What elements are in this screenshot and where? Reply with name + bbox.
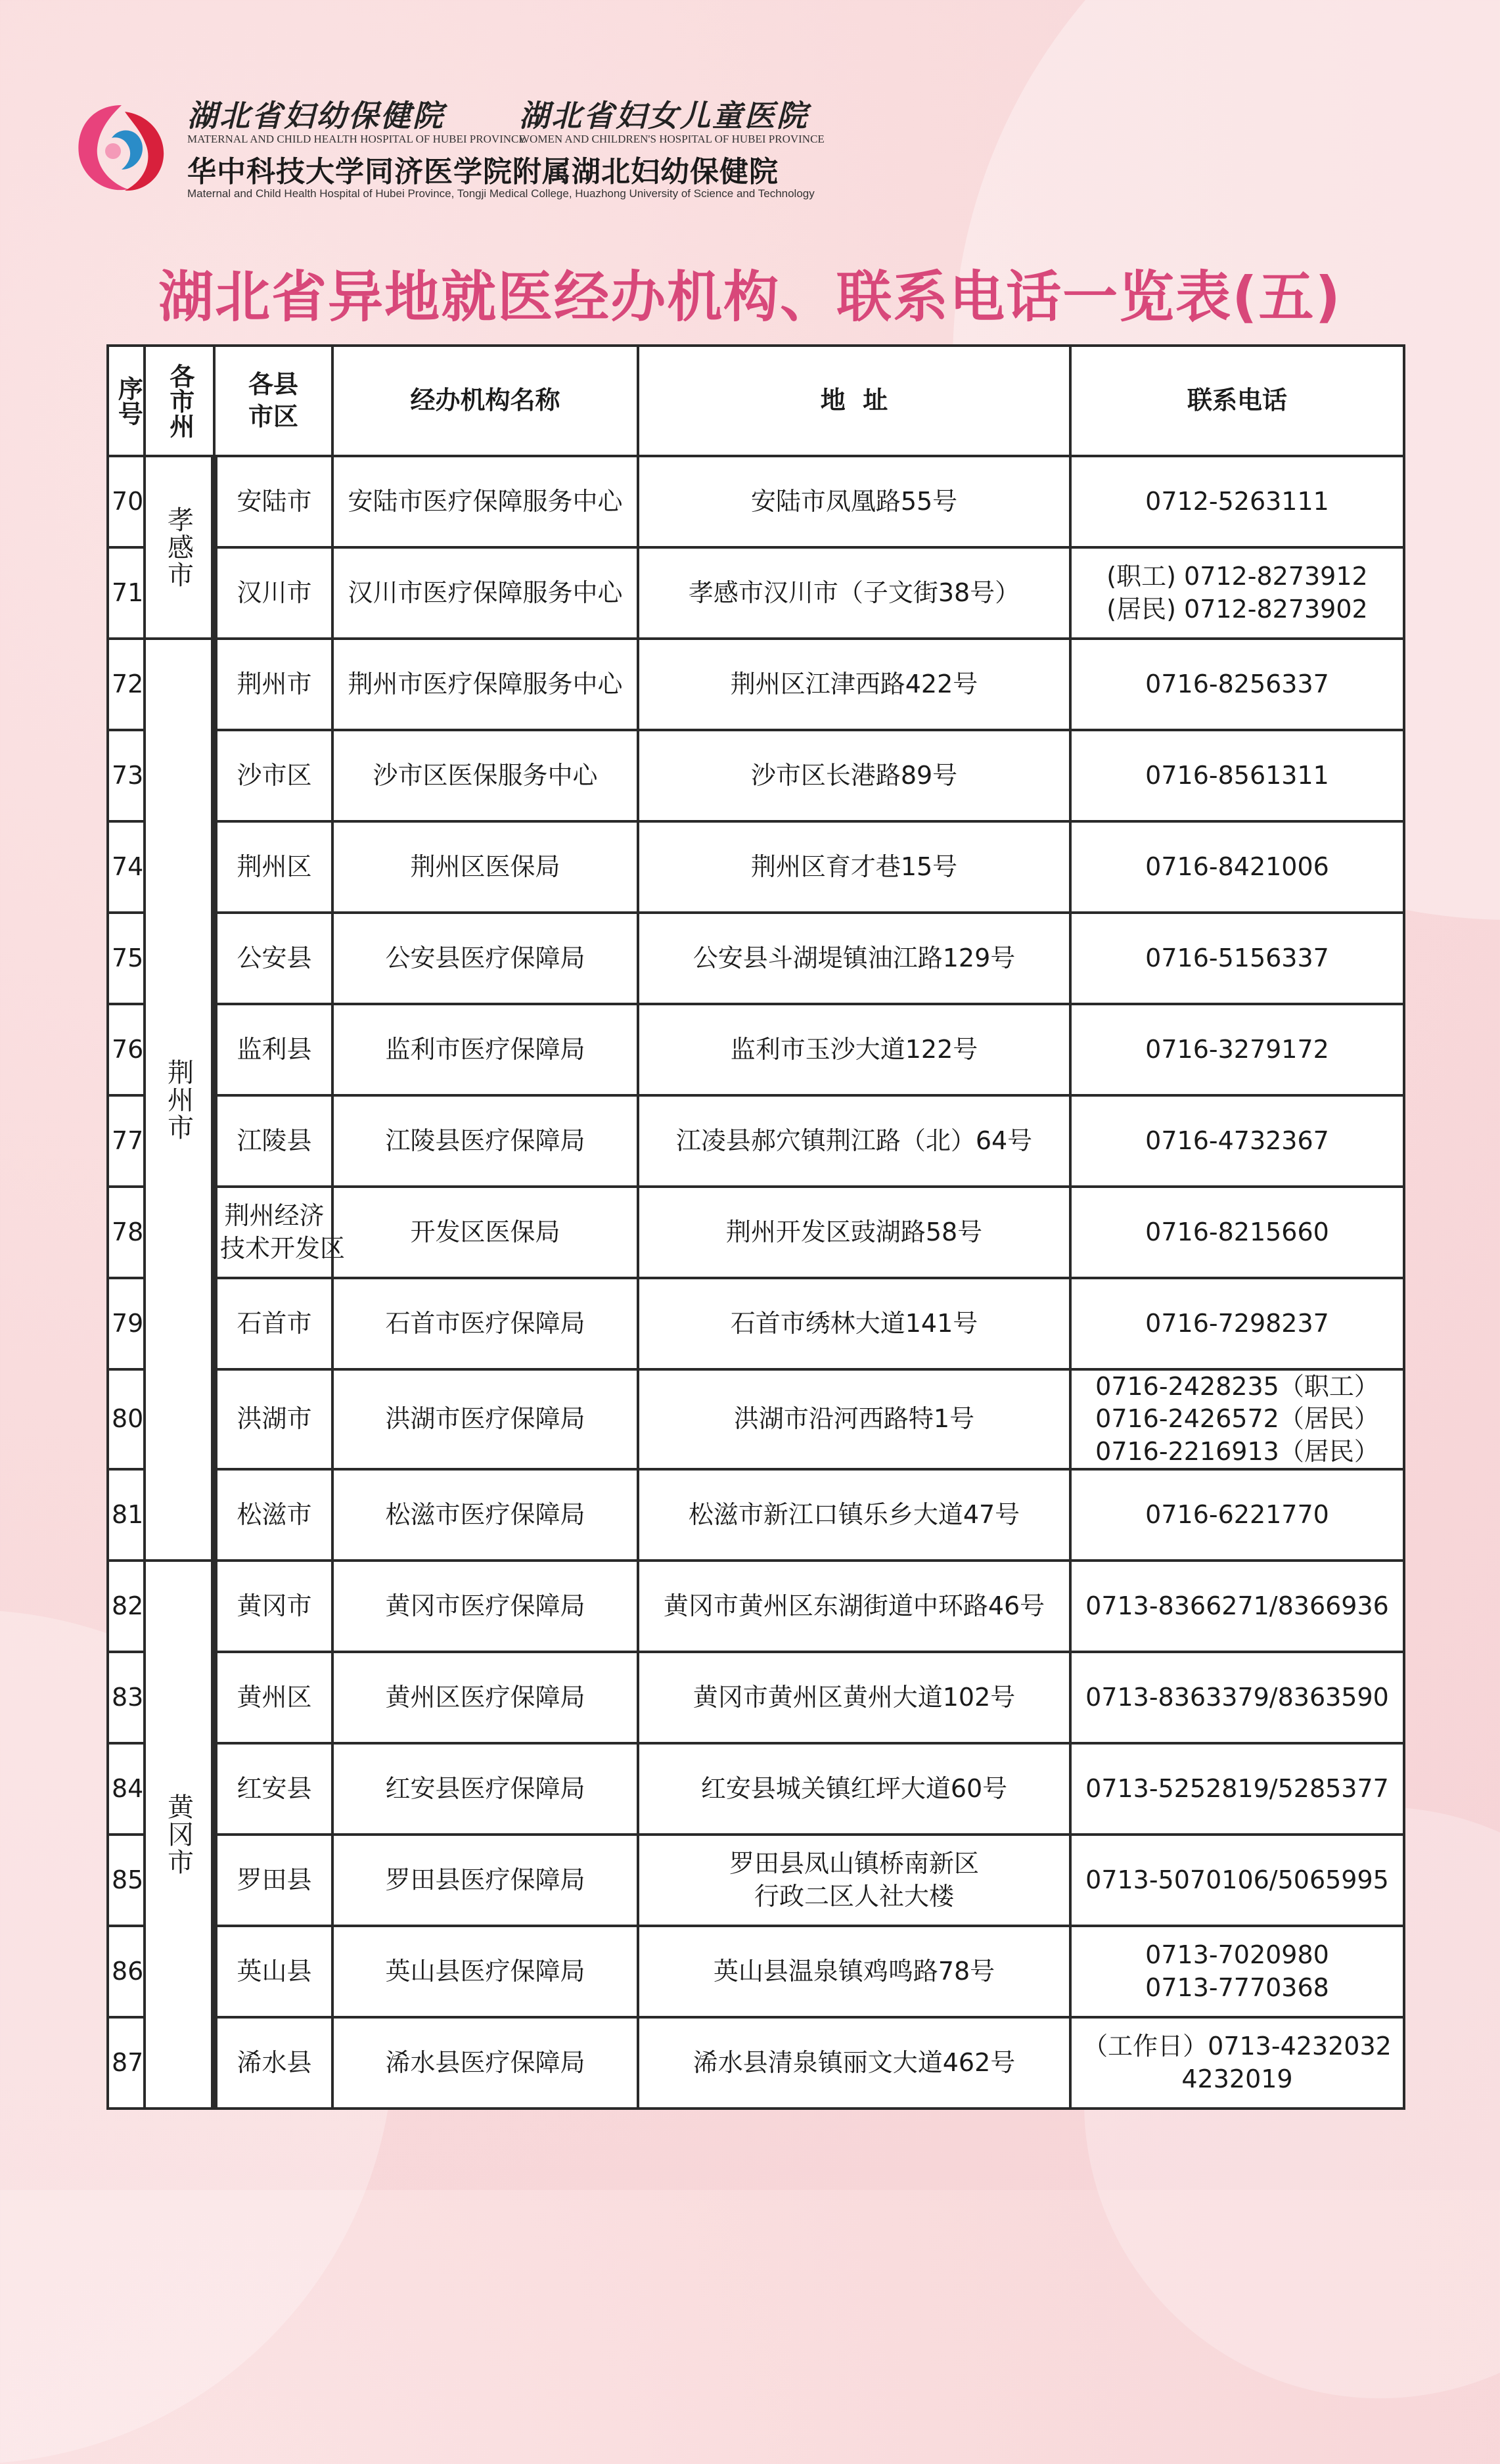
row-address: 黄冈市黄州区东湖街道中环路46号 [638,1561,1070,1652]
row-agency: 安陆市医疗保障服务中心 [332,456,638,547]
address-line: 罗田县凤山镇桥南新区 [729,1849,979,1879]
row-seq: 79 [108,1278,145,1369]
row-address: 监利市玉沙大道122号 [638,1004,1070,1095]
phone-line: 0712-5263111 [1145,486,1329,516]
row-county: 松滋市 [214,1469,332,1561]
row-seq: 84 [108,1743,145,1835]
row-agency: 浠水县医疗保障局 [332,2017,638,2109]
row-agency: 洪湖市医疗保障局 [332,1369,638,1469]
row-seq: 82 [108,1561,145,1652]
phone-line: 0713-7770368 [1145,1973,1329,2002]
phone-line: 0716-3279172 [1145,1034,1329,1064]
row-phone [1070,1926,1404,2017]
city-cell [145,456,214,639]
row-agency: 江陵县医疗保障局 [332,1095,638,1187]
row-seq: 77 [108,1095,145,1187]
row-seq: 71 [108,547,145,639]
row-agency: 英山县医疗保障局 [332,1926,638,2017]
row-agency: 汉川市医疗保障服务中心 [332,547,638,639]
row-agency: 公安县医疗保障局 [332,913,638,1004]
row-phone [1070,1469,1404,1561]
county-line: 技术开发区 [220,1233,346,1263]
table-row [108,456,1404,547]
row-agency: 黄冈市医疗保障局 [332,1561,638,1652]
row-agency: 沙市区医保服务中心 [332,730,638,821]
city-label: 孝感市 [163,506,194,589]
row-agency: 荆州区医保局 [332,821,638,913]
header-county: 各县 市区 [214,346,332,456]
row-phone [1070,1278,1404,1369]
row-address: 石首市绣林大道141号 [638,1278,1070,1369]
header-city: 各市州 [145,346,214,456]
row-county: 洪湖市 [214,1369,332,1469]
header-seq: 序号 [108,346,145,456]
row-county: 荆州市 [214,639,332,730]
row-seq: 73 [108,730,145,821]
row-agency: 监利市医疗保障局 [332,1004,638,1095]
table-row [108,913,1404,1004]
phone-line: 0713-5252819/5285377 [1085,1773,1389,1803]
phone-line: 0713-8363379/8363590 [1085,1682,1389,1712]
row-seq: 83 [108,1652,145,1743]
table-row [108,1926,1404,2017]
row-phone [1070,1743,1404,1835]
row-county: 公安县 [214,913,332,1004]
row-phone [1070,1187,1404,1278]
header-phone: 联系电话 [1070,346,1404,456]
row-agency: 罗田县医疗保障局 [332,1835,638,1926]
phone-line: 0716-2426572（居民） [1095,1404,1379,1434]
row-phone [1070,730,1404,821]
phone-line: 0716-8215660 [1145,1217,1329,1246]
phone-line: 0716-6221770 [1145,1499,1329,1529]
phone-line: 0716-8256337 [1145,669,1329,698]
phone-line: 0716-2428235（职工） [1095,1372,1379,1401]
hospital-logo-icon [72,99,171,197]
row-address: 浠水县清泉镇丽文大道462号 [638,2017,1070,2109]
row-agency: 荆州市医疗保障服务中心 [332,639,638,730]
phone-line: 0713-7020980 [1145,1940,1329,1970]
table-row [108,1652,1404,1743]
row-agency: 石首市医疗保障局 [332,1278,638,1369]
table-body [108,456,1404,2109]
row-phone [1070,1095,1404,1187]
row-address: 荆州开发区豉湖路58号 [638,1187,1070,1278]
row-address: 安陆市凤凰路55号 [638,456,1070,547]
row-address: 荆州区江津西路422号 [638,639,1070,730]
row-address: 英山县温泉镇鸡鸣路78号 [638,1926,1070,2017]
row-seq: 72 [108,639,145,730]
row-phone [1070,1652,1404,1743]
row-phone [1070,1835,1404,1926]
table-row [108,1369,1404,1469]
row-seq: 86 [108,1926,145,2017]
row-phone [1070,1561,1404,1652]
row-county: 黄州区 [214,1652,332,1743]
row-county: 红安县 [214,1743,332,1835]
table-row [108,1469,1404,1561]
row-agency: 开发区医保局 [332,1187,638,1278]
row-phone [1070,1369,1404,1469]
phone-line: 0716-5156337 [1145,943,1329,972]
row-agency: 黄州区医疗保障局 [332,1652,638,1743]
row-seq: 70 [108,456,145,547]
row-county: 汉川市 [214,547,332,639]
hospital-name-en: MATERNAL AND CHILD HEALTH HOSPITAL OF HUBEI PROVINCE [187,133,526,145]
row-address: 沙市区长港路89号 [638,730,1070,821]
table-row [108,1561,1404,1652]
hospital-affiliation-en: Maternal and Child Health Hospital of Hubei Province, Tongji Medical College, Huazhong University of Science and Technology [187,187,815,200]
row-county [214,1187,346,1278]
hospital-name-cn-2: 湖北省妇女儿童医院 [519,98,809,133]
row-agency: 红安县医疗保障局 [332,1743,638,1835]
row-address: 江凌县郝穴镇荆江路（北）64号 [638,1095,1070,1187]
row-address [638,1835,1070,1926]
table-row [108,2017,1404,2109]
phone-line: 0713-8366271/8366936 [1085,1591,1389,1620]
table-row [108,1835,1404,1926]
row-seq: 75 [108,913,145,1004]
row-address: 公安县斗湖堤镇油江路129号 [638,913,1070,1004]
table-row [108,1187,1404,1278]
row-phone [1070,2017,1404,2109]
row-address: 洪湖市沿河西路特1号 [638,1369,1070,1469]
phone-line: (居民) 0712-8273902 [1106,594,1368,624]
row-county: 浠水县 [214,2017,332,2109]
row-seq: 85 [108,1835,145,1926]
phone-line: 0716-8561311 [1145,760,1329,790]
row-county: 监利县 [214,1004,332,1095]
row-county: 英山县 [214,1926,332,2017]
phone-line: 0716-2216913（居民） [1095,1436,1379,1466]
hospital-header [72,85,926,217]
row-county: 石首市 [214,1278,332,1369]
phone-line: （工作日）0713-4232032 [1083,2032,1392,2061]
row-phone [1070,821,1404,913]
table-row [108,1743,1404,1835]
table-row [108,639,1404,730]
header-address: 地 址 [638,346,1070,456]
row-agency: 松滋市医疗保障局 [332,1469,638,1561]
row-phone [1070,456,1404,547]
city-label: 荆州市 [163,1058,194,1141]
hospital-name-cn: 湖北省妇幼保健院 [187,98,445,133]
table-row [108,1278,1404,1369]
page-title: 湖北省异地就医经办机构、联系电话一览表(五) [158,265,1342,329]
table-header-row [108,346,1404,456]
row-county: 荆州区 [214,821,332,913]
row-phone [1070,1004,1404,1095]
phone-line: 4232019 [1181,2064,1293,2093]
table-row [108,1095,1404,1187]
header-agency: 经办机构名称 [332,346,638,456]
table-row [108,821,1404,913]
row-county: 罗田县 [214,1835,332,1926]
county-line: 荆州经济 [224,1201,325,1231]
row-county: 江陵县 [214,1095,332,1187]
row-county: 沙市区 [214,730,332,821]
row-phone [1070,547,1404,639]
agency-table [106,344,1405,2110]
row-seq: 78 [108,1187,145,1278]
city-cell [145,639,214,1561]
city-cell [145,1561,214,2109]
row-seq: 80 [108,1369,145,1469]
table-row [108,730,1404,821]
row-address: 孝感市汉川市（子文街38号） [638,547,1070,639]
row-phone [1070,913,1404,1004]
phone-line: 0716-4732367 [1145,1126,1329,1155]
table-row [108,1004,1404,1095]
row-county: 黄冈市 [214,1561,332,1652]
row-seq: 74 [108,821,145,913]
row-address: 松滋市新江口镇乐乡大道47号 [638,1469,1070,1561]
phone-line: 0716-7298237 [1145,1308,1329,1338]
phone-line: (职工) 0712-8273912 [1106,562,1368,591]
row-seq: 76 [108,1004,145,1095]
row-address: 荆州区育才巷15号 [638,821,1070,913]
address-line: 行政二区人社大楼 [754,1881,954,1911]
table-row [108,547,1404,639]
hospital-name-en-2: WOMEN AND CHILDREN'S HOSPITAL OF HUBEI PROVINCE [519,133,825,145]
city-label: 黄冈市 [163,1793,194,1877]
row-county: 安陆市 [214,456,332,547]
hospital-affiliation-cn: 华中科技大学同济医学院附属湖北妇幼保健院 [187,155,779,189]
row-address: 红安县城关镇红坪大道60号 [638,1743,1070,1835]
row-address: 黄冈市黄州区黄州大道102号 [638,1652,1070,1743]
phone-line: 0713-5070106/5065995 [1085,1865,1389,1894]
phone-line: 0716-8421006 [1145,852,1329,881]
row-seq: 87 [108,2017,145,2109]
row-seq: 81 [108,1469,145,1561]
row-phone [1070,639,1404,730]
